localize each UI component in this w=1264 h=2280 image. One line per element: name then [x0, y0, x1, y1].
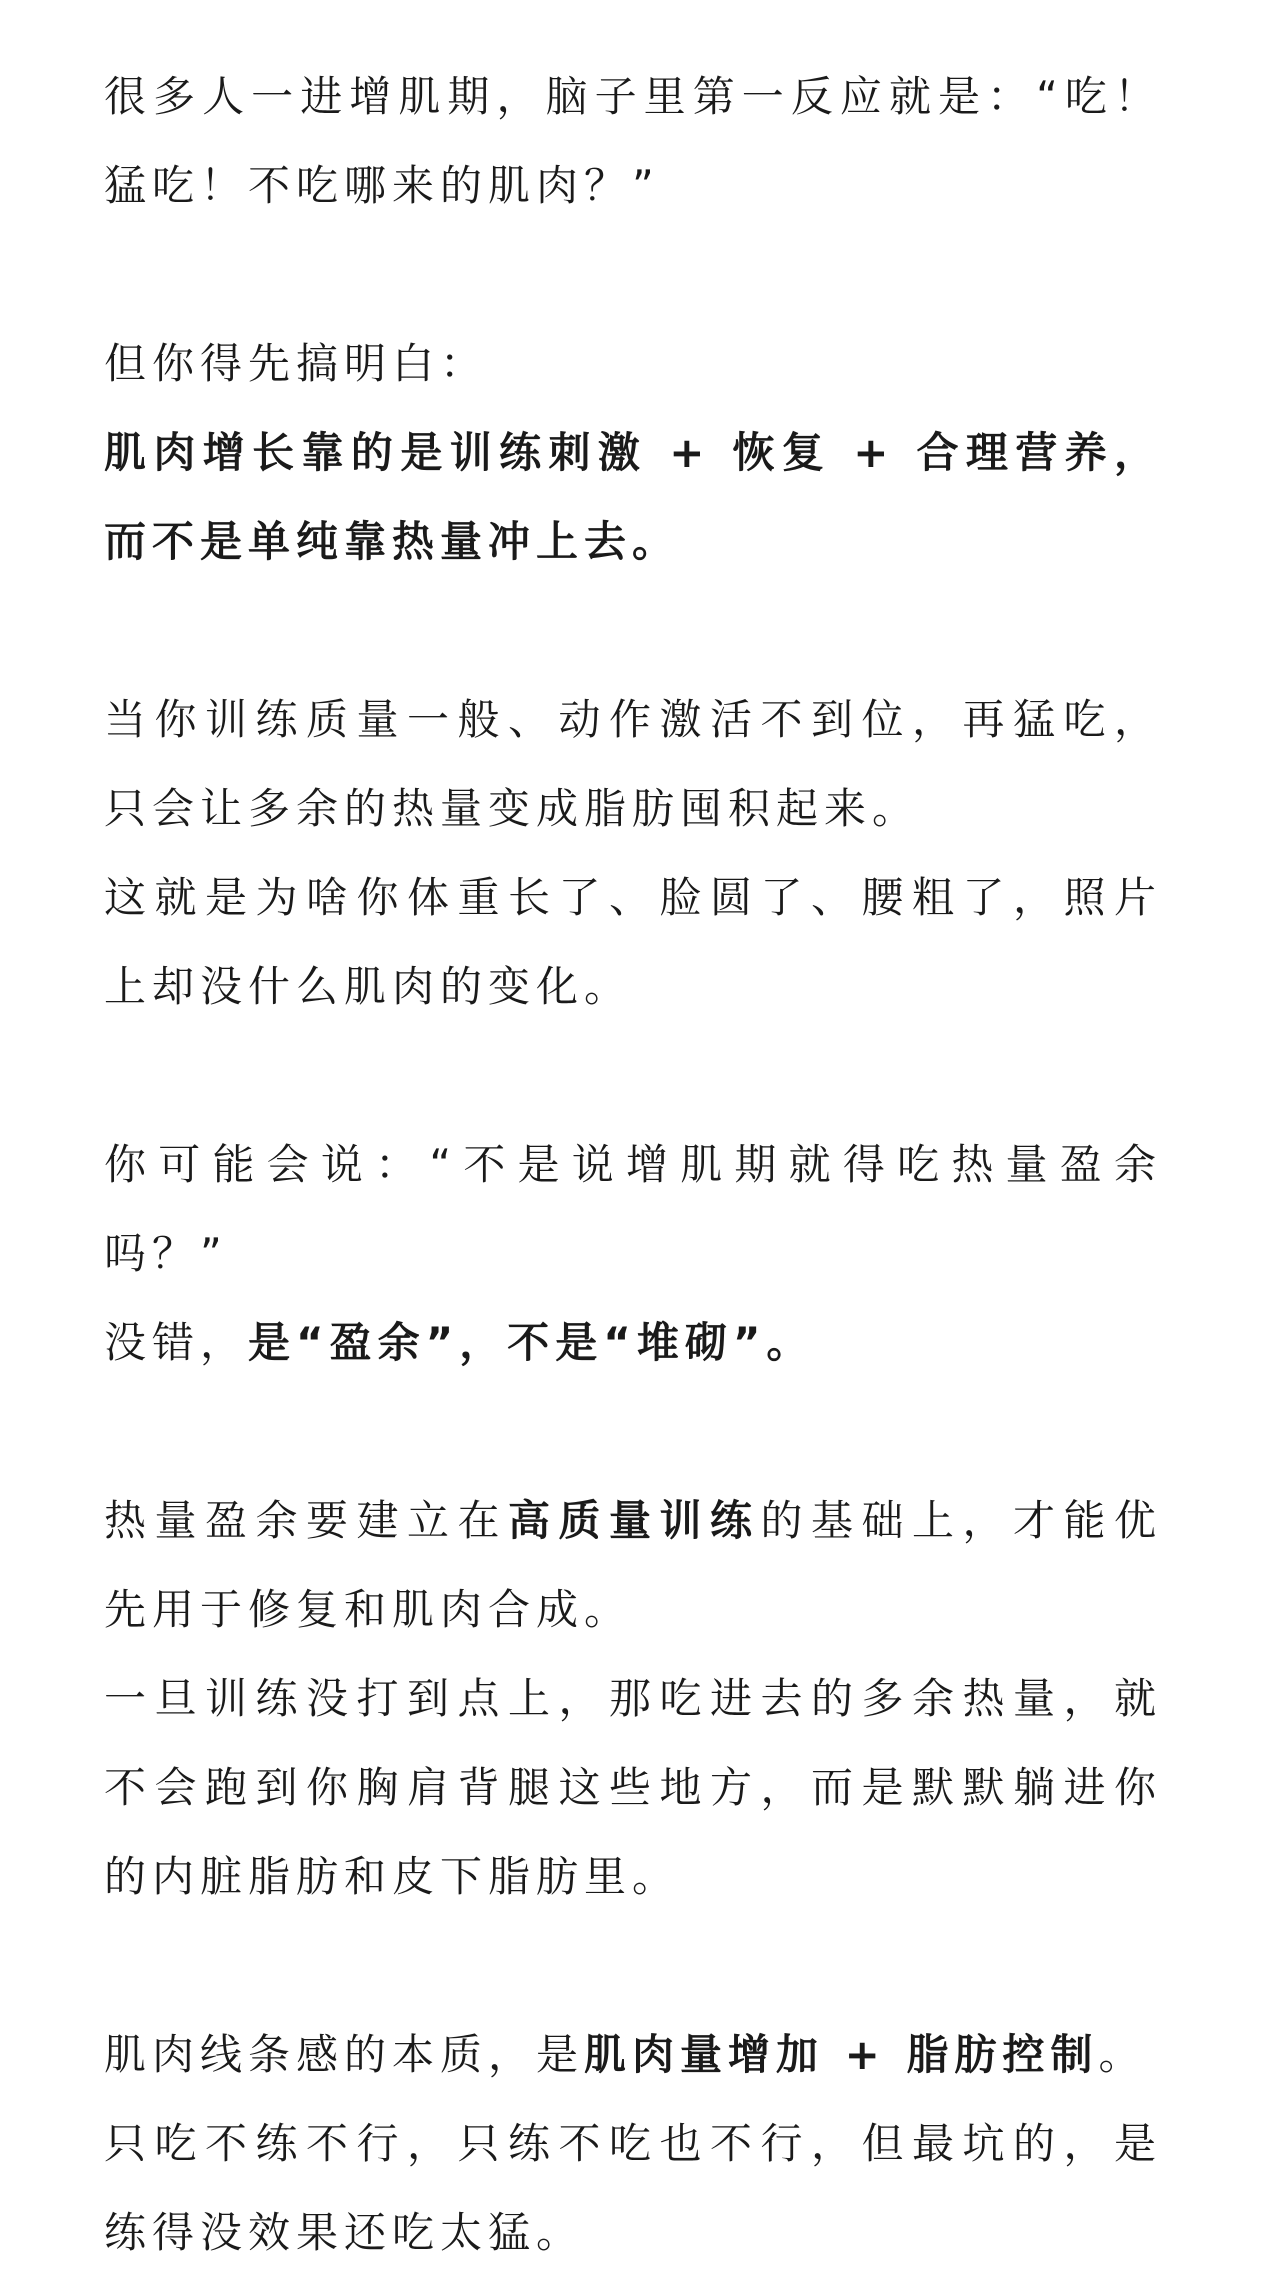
text-line — [104, 408, 1162, 497]
paragraph-4 — [104, 1120, 1162, 1387]
text-segment: 吗？” — [104, 1229, 228, 1278]
text-line — [104, 1476, 1162, 1565]
text-line — [104, 1209, 1162, 1298]
text-segment: 肌肉线条感的本质，是 — [104, 2030, 585, 2079]
text-segment: 热量盈余要建立在 — [104, 1496, 508, 1545]
text-segment: 但你得先搞明白： — [104, 339, 489, 388]
text-segment: 没错， — [104, 1318, 249, 1367]
text-line — [104, 2010, 1162, 2099]
text-segment: 这就是为啥你体重长了、脸圆了、腰粗了，照片 — [104, 873, 1162, 922]
text-line — [104, 675, 1162, 764]
text-line — [104, 2099, 1162, 2188]
text-segment: 练得没效果还吃太猛。 — [104, 2208, 585, 2257]
paragraph-spacer — [104, 230, 1162, 319]
text-line — [104, 942, 1162, 1031]
text-line — [104, 1565, 1162, 1654]
text-segment: 不会跑到你胸肩背腿这些地方，而是默默躺进你 — [104, 1763, 1162, 1812]
text-line — [104, 853, 1162, 942]
text-segment: 你可能会说：“不是说增肌期就得吃热量盈余 — [104, 1140, 1162, 1189]
paragraph-2 — [104, 319, 1162, 586]
text-line — [104, 319, 1162, 408]
text-segment: 一旦训练没打到点上，那吃进去的多余热量，就 — [104, 1674, 1162, 1723]
paragraph-spacer — [104, 1387, 1162, 1476]
paragraph-spacer — [104, 1031, 1162, 1120]
text-line — [104, 1832, 1162, 1921]
text-segment: 只吃不练不行，只练不吃也不行，但最坑的，是 — [104, 2119, 1162, 2168]
text-line — [104, 141, 1162, 230]
text-line — [104, 1743, 1162, 1832]
text-line — [104, 2188, 1162, 2277]
paragraph-spacer — [104, 1921, 1162, 2010]
text-segment: 很多人一进增肌期，脑子里第一反应就是：“吃！ — [104, 72, 1162, 121]
paragraph-6 — [104, 2010, 1162, 2277]
text-segment: 的基础上，才能优 — [760, 1496, 1162, 1545]
bold-text: 是“盈余”，不是“堆砌”。 — [248, 1318, 815, 1367]
text-line — [104, 764, 1162, 853]
text-line — [104, 52, 1162, 141]
text-line — [104, 1654, 1162, 1743]
text-segment: 。 — [1098, 2030, 1147, 2079]
bold-text: 肌肉增长靠的是训练刺激 + 恢复 + 合理营养， — [104, 428, 1162, 477]
paragraph-5 — [104, 1476, 1162, 1921]
text-line — [104, 1298, 1162, 1387]
paragraph-3 — [104, 675, 1162, 1031]
paragraph-1 — [104, 52, 1162, 230]
text-line — [104, 497, 1162, 586]
text-line — [104, 1120, 1162, 1209]
bold-text: 而不是单纯靠热量冲上去。 — [104, 517, 681, 566]
bold-text: 肌肉量增加 + 脂肪控制 — [584, 2030, 1099, 2079]
paragraph-spacer — [104, 586, 1162, 675]
text-segment: 当你训练质量一般、动作激活不到位，再猛吃， — [104, 695, 1162, 744]
bold-text: 高质量训练 — [507, 1496, 761, 1545]
text-segment: 猛吃！不吃哪来的肌肉？” — [104, 161, 660, 210]
text-segment: 只会让多余的热量变成脂肪囤积起来。 — [104, 784, 921, 833]
text-segment: 的内脏脂肪和皮下脂肪里。 — [104, 1852, 681, 1901]
text-segment: 先用于修复和肌肉合成。 — [104, 1585, 633, 1634]
text-segment: 上却没什么肌肉的变化。 — [104, 962, 633, 1011]
